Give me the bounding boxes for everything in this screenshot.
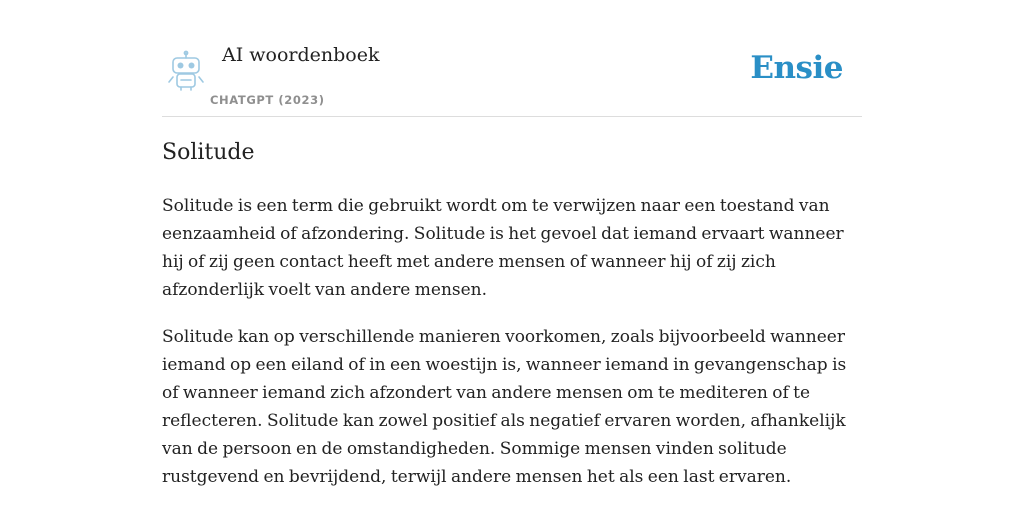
definition-paragraph: Solitude is een term die gebruikt wordt om te verwijzen naar een toestand van eenzaamheid of afzondering. Solitude is het gevoel dat iemand ervaart wanneer hij of zij geen contact heeft met andere mensen of wanneer hij of zij zich afzonderlijk voelt van andere mensen. — [162, 196, 844, 300]
definition-paragraph: Solitude kan op verschillende manieren voorkomen, zoals bijvoorbeeld wanneer iemand op een eiland of in een woestijn is, wanneer iemand in gevangenschap is of wanneer iemand zich afzondert van andere mensen om te mediteren of te reflecteren. Solitude kan zowel positief als negatief ervaren worden, afhankelijk van de persoon en de omstandigheden. Sommige mensen vinden solitude rustgevend en bevrijdend, terwijl andere mensen het als een last ervaren. — [162, 327, 847, 487]
source-label: CHATGPT (2023) — [210, 93, 325, 107]
brand-logo[interactable]: Ensie — [750, 50, 843, 86]
card-header — [162, 0, 862, 117]
definition-card — [162, 0, 862, 487]
definition-body — [162, 192, 862, 510]
term-title: Solitude — [162, 140, 255, 165]
dictionary-title[interactable]: AI woordenboek — [222, 44, 380, 66]
robot-icon — [165, 50, 207, 92]
